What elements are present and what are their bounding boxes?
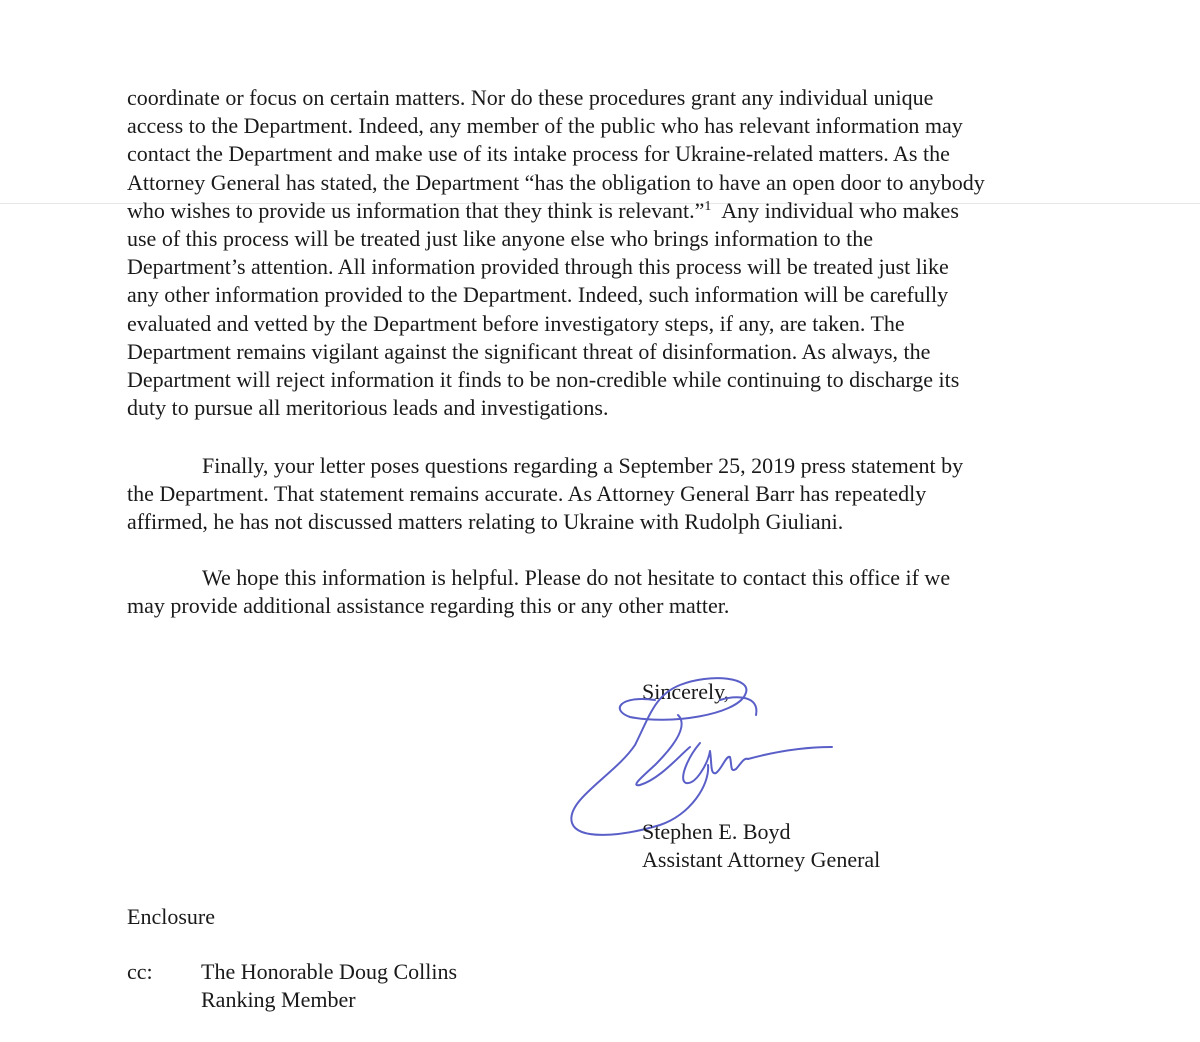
signer-title: Assistant Attorney General [642,847,881,872]
paragraph-2-line-2: the Department. That statement remains accurate. As Attorney General Barr has repeatedly [127,481,927,507]
enclosure-note: Enclosure [127,904,215,929]
paragraph-1-line-5 [127,197,1067,225]
paragraph-2-line-1: Finally, your letter poses questions regarding a September 25, 2019 press statement by [202,453,964,478]
paragraph-3-line-2: may provide additional assistance regarding this or any other matter. [127,593,730,619]
signer-block [642,818,880,874]
body-paragraph-2 [127,452,1067,537]
paragraph-1-line-3: contact the Department and make use of its intake process for Ukraine-related matters. As the [127,141,950,167]
paragraph-1-line-4: Attorney General has stated, the Department “has the obligation to have an open door to anybody [127,169,985,195]
paragraph-3-line-1: We hope this information is helpful. Please do not hesitate to contact this office if we [202,565,951,590]
cc-recipient-title: Ranking Member [201,987,356,1012]
footnote-marker: 1 [704,198,712,214]
paragraph-1-line-2: access to the Department. Indeed, any member of the public who has relevant information may [127,113,963,139]
cc-label: cc: [127,959,153,984]
paragraph-1-line-10: Department remains vigilant against the significant threat of disinformation. As always, the [127,338,931,364]
cc-recipient [201,958,457,1014]
signer-name: Stephen E. Boyd [642,819,791,844]
paragraph-1-line-9: evaluated and vetted by the Department before investigatory steps, if any, are taken. The [127,310,905,336]
paragraph-2-line-3: affirmed, he has not discussed matters relating to Ukraine with Rudolph Giuliani. [127,509,844,535]
body-paragraph-1 [127,84,1067,422]
quote-text: who wishes to provide us information that they think is relevant.” [127,197,705,223]
paragraph-1-line-6: use of this process will be treated just like anyone else who brings information to the [127,226,874,252]
paragraph-1-line-7: Department’s attention. All information provided through this process will be treated just like [127,254,949,280]
body-paragraph-3 [127,564,1067,620]
closing-text: Sincerely, [642,679,730,704]
cc-recipient-name: The Honorable Doug Collins [201,959,458,984]
paragraph-1-line-12: duty to pursue all meritorious leads and investigations. [127,395,609,421]
closing-salutation [642,678,729,706]
paragraph-1-line-1: coordinate or focus on certain matters. Nor do these procedures grant any individual unique [127,85,934,110]
line-5-continuation: Any individual who makes [711,197,959,223]
paragraph-1-line-11: Department will reject information it finds to be non-credible while continuing to discharge its [127,367,960,393]
paragraph-1-line-8: any other information provided to the Department. Indeed, such information will be carefully [127,282,949,308]
